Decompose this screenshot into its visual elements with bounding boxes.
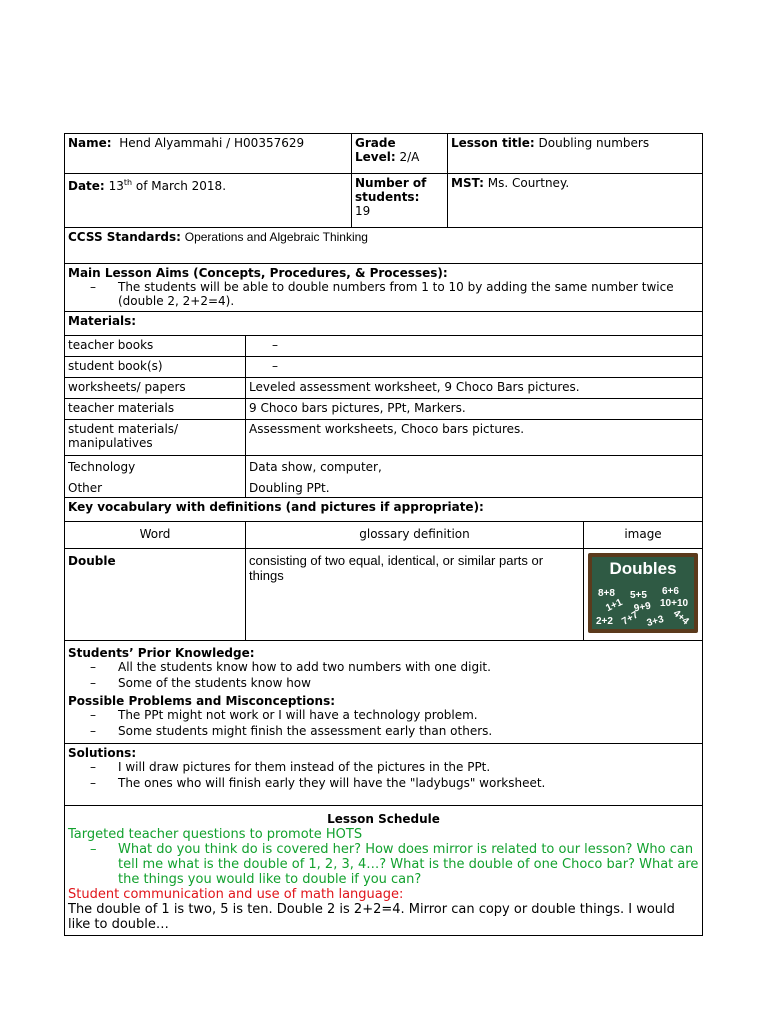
materials-heading: Materials: <box>65 312 703 336</box>
materials-heading-row <box>65 312 703 336</box>
chalkboard-equation: 10+10 <box>660 598 689 609</box>
prior-knowledge-row <box>65 641 703 744</box>
ccss-row <box>65 228 703 264</box>
vocabulary-heading-row <box>65 498 703 522</box>
date-label: Date: <box>68 179 105 193</box>
solutions-cell <box>65 744 703 806</box>
solutions-item: – I will draw pictures for them instead of the pictures in the PPt. <box>90 760 699 774</box>
vocabulary-word: Double <box>65 549 246 641</box>
vocabulary-definition: consisting of two equal, identical, or similar parts or things <box>246 549 584 641</box>
solutions-row <box>65 744 703 806</box>
materials-value: 9 Choco bars pictures, PPt, Markers. <box>246 399 703 420</box>
materials-row <box>65 357 703 378</box>
prior-knowledge-heading: Students’ Prior Knowledge: <box>68 646 255 660</box>
grade-cell <box>352 134 448 174</box>
doubles-chalkboard-image <box>588 553 698 633</box>
chalkboard-equation: 5+5 <box>630 590 647 601</box>
lesson-plan-table <box>64 133 703 936</box>
aims-row <box>65 264 703 312</box>
grade-value: 2/A <box>399 150 420 164</box>
materials-label: student book(s) <box>65 357 246 378</box>
problems-heading: Possible Problems and Misconceptions: <box>68 694 336 708</box>
vocabulary-col-definition: glossary definition <box>246 522 584 549</box>
problems-item: – The PPt might not work or I will have a technology problem. <box>90 708 699 722</box>
vocabulary-header-row <box>65 522 703 549</box>
students-label-line1: Number of <box>355 176 427 190</box>
hots-label: Targeted teacher questions to promote HOTS <box>68 827 363 842</box>
solutions-heading: Solutions: <box>68 746 137 760</box>
materials-value: Leveled assessment worksheet, 9 Choco Bars pictures. <box>246 378 703 399</box>
students-cell <box>352 174 448 228</box>
header-row-2 <box>65 174 703 228</box>
date-rest: of March 2018. <box>132 179 227 193</box>
communication-label: Student communication and use of math language: <box>68 887 404 902</box>
date-cell <box>65 174 352 228</box>
materials-row <box>65 420 703 456</box>
materials-values-tech-other <box>246 456 703 498</box>
header-row-1 <box>65 134 703 174</box>
grade-label-line1: Grade <box>355 136 396 150</box>
students-value: 19 <box>355 204 371 218</box>
prior-knowledge-item: – Some of the students know how <box>90 676 699 690</box>
date-day: 13 <box>108 179 124 193</box>
materials-label: teacher materials <box>65 399 246 420</box>
materials-label: Technology <box>68 460 136 474</box>
ccss-value: Operations and Algebraic Thinking <box>184 230 368 244</box>
chalkboard-equation: 2+2 <box>596 616 613 627</box>
chalkboard-equation: 1+1 <box>604 596 625 615</box>
lesson-title-label: Lesson title: <box>451 136 535 150</box>
materials-row <box>65 378 703 399</box>
materials-label: teacher books <box>65 336 246 357</box>
prior-knowledge-list <box>68 660 699 690</box>
materials-value: Assessment worksheets, Choco bars pictures. <box>246 420 703 456</box>
date-suffix: th <box>123 178 133 187</box>
name-label: Name: <box>68 136 112 150</box>
prior-knowledge-cell <box>65 641 703 744</box>
materials-labels-tech-other <box>65 456 246 498</box>
solutions-item: – The ones who will finish early they will have the "ladybugs" worksheet. <box>90 776 699 790</box>
lesson-schedule-cell <box>65 806 703 936</box>
materials-row <box>65 336 703 357</box>
mst-value: Ms. Courtney. <box>487 176 570 190</box>
students-label-line2: students: <box>355 190 420 204</box>
communication-text: The double of 1 is two, 5 is ten. Double 2 is 2+2=4. Mirror can copy or double things. I would like to double… <box>68 902 675 932</box>
problems-item: – Some students might finish the assessment early than others. <box>90 724 699 738</box>
aims-cell <box>65 264 703 312</box>
name-value: Hend Alyammahi / H00357629 <box>119 136 305 150</box>
materials-value: Data show, computer, <box>249 460 382 474</box>
vocabulary-image-cell <box>584 549 703 641</box>
lesson-title-value: Doubling numbers <box>538 136 650 150</box>
hots-list <box>68 842 699 887</box>
materials-value: – <box>246 336 703 357</box>
lesson-title-cell <box>448 134 703 174</box>
aims-list <box>68 280 699 308</box>
chalkboard-surface <box>592 557 694 629</box>
chalkboard-equation: 4+4 <box>670 607 691 628</box>
chalkboard-equation: 9+9 <box>633 600 652 615</box>
vocabulary-heading: Key vocabulary with definitions (and pictures if appropriate): <box>65 498 703 522</box>
materials-value: – <box>246 357 703 378</box>
mst-label: MST: <box>451 176 484 190</box>
vocabulary-entry-row <box>65 549 703 641</box>
grade-label-line2: Level: <box>355 150 396 164</box>
aims-item: – The students will be able to double numbers from 1 to 10 by adding the same number twice (double 2, 2+2=4). <box>90 280 699 308</box>
lesson-schedule-row <box>65 806 703 936</box>
aims-heading: Main Lesson Aims (Concepts, Procedures, & Processes): <box>68 266 448 280</box>
materials-label: student materials/ manipulatives <box>65 420 246 456</box>
chalkboard-equation: 8+8 <box>598 588 615 599</box>
ccss-label: CCSS Standards: <box>68 230 181 244</box>
problems-list <box>68 708 699 738</box>
lesson-schedule-heading: Lesson Schedule <box>327 812 440 826</box>
materials-row-technology-other <box>65 456 703 498</box>
chalkboard-equation: 3+3 <box>645 614 665 629</box>
vocabulary-col-word: Word <box>65 522 246 549</box>
chalkboard-equation: 7+7 <box>620 609 641 628</box>
chalkboard-equation: 6+6 <box>662 586 679 597</box>
materials-value: Doubling PPt. <box>249 481 330 495</box>
chalkboard-title: Doubles <box>609 559 677 578</box>
solutions-list <box>68 760 699 790</box>
mst-cell <box>448 174 703 228</box>
ccss-cell <box>65 228 703 264</box>
hots-item: – What do you think do is covered her? How does mirror is related to our lesson? Who can tell me what is the double of 1, 2, 3, 4…? What is the double of one Choco bar? What are the things you would like to double if you can? <box>90 842 699 887</box>
prior-knowledge-item: – All the students know how to add two numbers with one digit. <box>90 660 699 674</box>
name-cell <box>65 134 352 174</box>
materials-row <box>65 399 703 420</box>
vocabulary-col-image: image <box>584 522 703 549</box>
materials-label: Other <box>68 481 103 495</box>
lesson-plan-document <box>64 133 702 936</box>
materials-label: worksheets/ papers <box>65 378 246 399</box>
